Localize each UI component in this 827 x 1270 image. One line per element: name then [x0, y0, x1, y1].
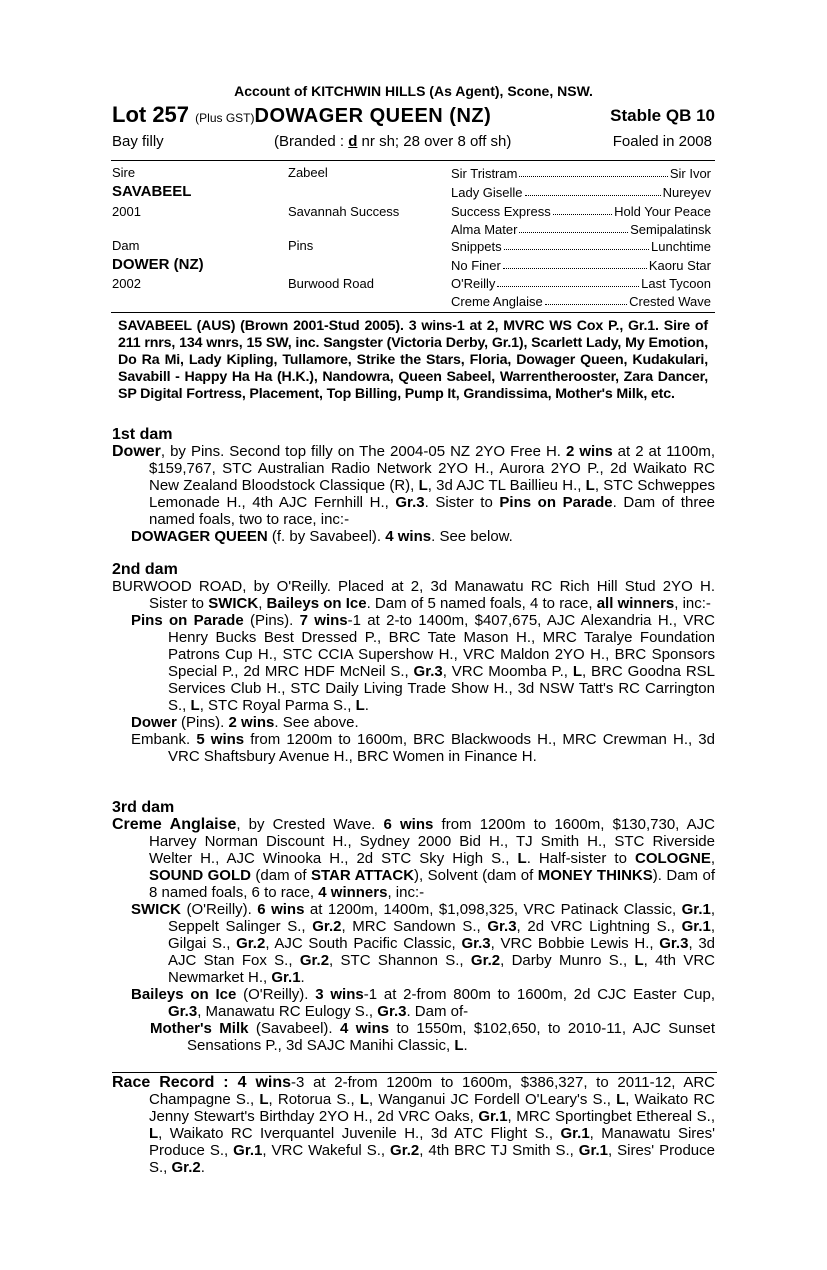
list-item: Pins on Parade (Pins). 7 wins-1 at 2-to 1400m, $407,675, AJC Alexandria H., VRC Henry Bucks Best Dressed P., BRC Tate Mason H., MRC Taralye Foundation Patrons Cup H., STC CCIA Supershow H., VRC Maldon 2YO H., BRC Sponsors Special P., 2d MRC HDF McNeil S., Gr.3, VRC Moomba P., L, BRC Goodna RSL Services Club H., STC Daily Living Trade Show H., 3d NSW Tatt's RC Carrington S., L, STC Royal Parma S., L.: [131, 612, 716, 714]
brand-description: [274, 133, 511, 150]
grandparent-row: Success Express Hold Your Peace: [451, 204, 711, 219]
dam-dam: Burwood Road: [288, 276, 374, 291]
dam-name: DOWER (NZ): [112, 256, 204, 273]
race-record-section: [112, 1074, 715, 1176]
dam-sire: Pins: [288, 238, 314, 253]
second-dam-heading: 2nd dam: [112, 561, 178, 578]
sire-sire: Zabeel: [288, 165, 328, 180]
brand-glyph: d: [348, 133, 358, 150]
race-record-divider: [112, 1072, 717, 1073]
dam-label: Dam: [112, 238, 140, 253]
list-item: Mother's Milk (Savabeel). 4 wins to 1550m, $102,650, to 2010-11, AJC Sunset Sensations P., 3d SAJC Manihi Classic, L.: [150, 1020, 715, 1054]
second-dam-paragraph: BURWOOD ROAD, by O'Reilly. Placed at 2, 3d Manawatu RC Rich Hill Stud 2YO H. Sister to SWICK, Baileys on Ice. Dam of 5 named foals, 4 to race, all winners, inc:-: [112, 578, 715, 612]
list-item: SWICK (O'Reilly). 6 wins at 1200m, 1400m, $1,098,325, VRC Patinack Classic, Gr.1, Seppelt Salinger S., Gr.2, MRC Sandown S., Gr.3, 2d VRC Lightning S., Gr.1, Gilgai S., Gr.2, AJC South Pacific Classic, Gr.3, VRC Bobbie Lewis H., Gr.3, 3d AJC Stan Fox S., Gr.2, STC Shannon S., Gr.2, Darby Munro S., L, 4th VRC Newmarket H., Gr.1.: [131, 901, 716, 986]
horse-sex-colour: Bay filly: [112, 133, 164, 150]
third-dam-paragraph: Creme Anglaise, by Crested Wave. 6 wins from 1200m to 1600m, $130,730, AJC Harvey Norman Discount H., Sydney 2000 Bid H., TJ Smith H., STC Riverside Welter H., AJC Winooka H., 2d STC Sky High S., L. Half-sister to COLOGNE, SOUND GOLD (dam of STAR ATTACK), Solvent (dam of MONEY THINKS). Dam of 8 named foals, 6 to race, 4 winners, inc:-: [112, 816, 716, 901]
brand-suffix: nr sh; 28 over 8 off sh): [357, 133, 512, 150]
sire-label: Sire: [112, 165, 136, 180]
consignor-line: Account of KITCHWIN HILLS (As Agent), Scone, NSW.: [234, 83, 593, 99]
third-dam-section: [112, 799, 715, 1054]
sire-year: 2001: [112, 204, 141, 219]
grandparent-row: O'Reilly Last Tycoon: [451, 276, 711, 291]
plus-gst-note: (Plus GST): [195, 111, 255, 125]
first-dam-heading: 1st dam: [112, 426, 173, 443]
list-item: Dower (Pins). 2 wins. See above.: [131, 714, 359, 731]
first-dam-section: [112, 426, 715, 545]
horse-name: DOWAGER QUEEN (NZ): [254, 105, 492, 127]
grandparent-row: No Finer Kaoru Star: [451, 258, 711, 273]
third-dam-heading: 3rd dam: [112, 799, 175, 816]
brand-prefix: (Branded :: [274, 133, 349, 150]
lot-number: Lot 257: [112, 102, 190, 127]
foaled-year: Foaled in 2008: [612, 133, 712, 150]
list-item: Baileys on Ice (O'Reilly). 3 wins-1 at 2-from 800m to 1600m, 2d CJC Easter Cup, Gr.3, Manawatu RC Eulogy S., Gr.3. Dam of-: [131, 986, 715, 1020]
lot-heading: [112, 102, 491, 128]
second-dam-section: [112, 561, 715, 765]
sire-dam: Savannah Success: [288, 204, 400, 219]
grandparent-row: Creme Anglaise Crested Wave: [451, 294, 711, 309]
list-item: Embank. 5 wins from 1200m to 1600m, BRC Blackwoods H., MRC Crewman H., 3d VRC Shaftsbury Avenue H., BRC Women in Finance H.: [131, 731, 715, 765]
grandparent-row: Alma Mater Semipalatinsk: [451, 222, 711, 237]
grandparent-row: Snippets Lunchtime: [451, 239, 711, 254]
grandparent-row: Lady Giselle Nureyev: [451, 185, 711, 200]
sire-summary: SAVABEEL (AUS) (Brown 2001-Stud 2005). 3 wins-1 at 2, MVRC WS Cox P., Gr.1. Sire of 211 rnrs, 134 wnrs, 15 SW, inc. Sangster (Victoria Derby, Gr.1), Scarlett Lady, My Emotion, Do Ra Mi, Lady Kipling, Tullamore, Strike the Stars, Floria, Dowager Queen, Kudakulari, Savabill - Happy Ha Ha (H.K.), Nandowra, Queen Sabeel, Warrentherooster, Zara Dancer, SP Digital Fortress, Placement, Top Billing, Pump It, Grandissima, Mother's Milk, etc.: [118, 318, 708, 402]
first-dam-paragraph: Dower, by Pins. Second top filly on The 2004-05 NZ 2YO Free H. 2 wins at 2 at 1100m, $159,767, STC Australian Radio Network 2YO H., Aurora 2YO P., 2d Waikato RC New Zealand Bloodstock Classique (R), L, 3d AJC TL Baillieu H., L, STC Schweppes Lemonade H., 4th AJC Fernhill H., Gr.3. Sister to Pins on Parade. Dam of three named foals, two to race, inc:-: [112, 443, 715, 528]
sire-name: SAVABEEL: [112, 183, 192, 200]
grandparent-row: Sir Tristram Sir Ivor: [451, 166, 711, 181]
race-record-paragraph: Race Record : 4 wins-3 at 2-from 1200m to 1600m, $386,327, to 2011-12, ARC Champagne S., L, Rotorua S., L, Wanganui JC Fordell O'Leary's S., L, Waikato RC Jenny Stewart's Birthday 2YO H., 2d VRC Oaks, Gr.1, MRC Sportingbet Ethereal S., L, Waikato RC Iverquantel Juvenile H., 3d ATC Flight S., Gr.1, Manawatu Sires' Produce S., Gr.1, VRC Wakeful S., Gr.2, 4th BRC TJ Smith S., Gr.1, Sires' Produce S., Gr.2.: [112, 1074, 716, 1176]
stable-label: Stable QB 10: [610, 106, 715, 125]
dam-year: 2002: [112, 276, 141, 291]
list-item: DOWAGER QUEEN (f. by Savabeel). 4 wins. See below.: [131, 528, 513, 545]
